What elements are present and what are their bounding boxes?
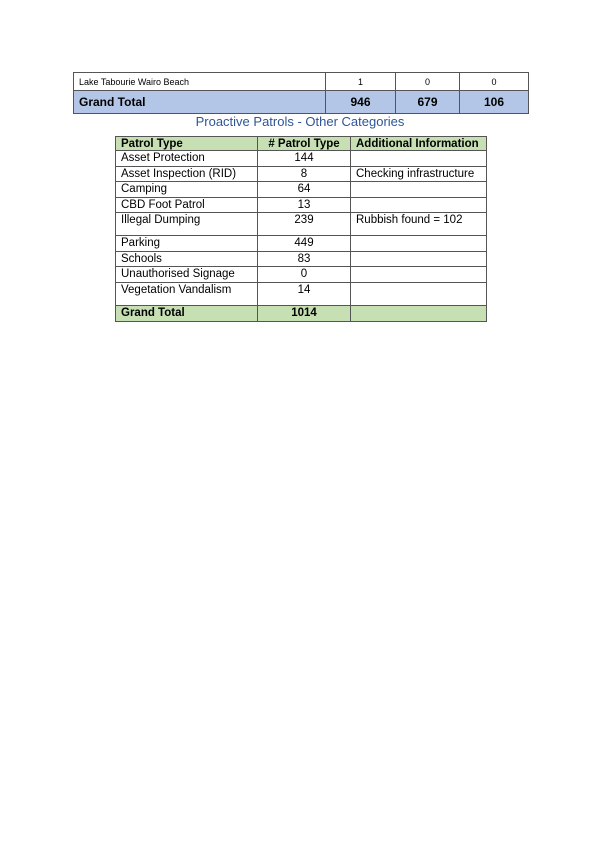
info-cell: Rubbish found = 102 (351, 213, 487, 236)
header-additional-info: Additional Information (351, 137, 487, 151)
count-cell: 8 (258, 166, 351, 182)
patrol-type-cell: Camping (116, 182, 258, 198)
info-cell (351, 197, 487, 213)
info-cell (351, 251, 487, 267)
info-cell (351, 151, 487, 167)
header-patrol-type: Patrol Type (116, 137, 258, 151)
table-row (116, 213, 487, 236)
table-row (116, 151, 487, 167)
info-cell (351, 236, 487, 252)
count-cell: 64 (258, 182, 351, 198)
info-cell (351, 282, 487, 305)
count-cell: 83 (258, 251, 351, 267)
grand-total-label: Grand Total (116, 305, 258, 321)
section-title: Proactive Patrols - Other Categories (195, 114, 405, 129)
count-cell: 144 (258, 151, 351, 167)
patrol-type-cell: Asset Protection (116, 151, 258, 167)
table-row (116, 236, 487, 252)
value-cell: 0 (396, 73, 460, 91)
value-cell: 1 (326, 73, 396, 91)
table-row (116, 166, 487, 182)
patrol-type-cell: Unauthorised Signage (116, 267, 258, 283)
table-row (116, 197, 487, 213)
info-cell (351, 267, 487, 283)
count-cell: 239 (258, 213, 351, 236)
table-row (116, 267, 487, 283)
patrol-type-cell: CBD Foot Patrol (116, 197, 258, 213)
count-cell: 449 (258, 236, 351, 252)
location-cell: Lake Tabourie Wairo Beach (74, 73, 326, 91)
patrol-type-cell: Parking (116, 236, 258, 252)
info-cell: Checking infrastructure (351, 166, 487, 182)
patrol-type-cell: Schools (116, 251, 258, 267)
table-row (116, 251, 487, 267)
header-row (116, 137, 487, 151)
count-cell: 13 (258, 197, 351, 213)
patrol-categories-table (115, 136, 487, 322)
table-row (116, 182, 487, 198)
patrol-type-cell: Asset Inspection (RID) (116, 166, 258, 182)
grand-total-row (74, 91, 529, 114)
value-cell: 0 (460, 73, 529, 91)
grand-total-value: 679 (396, 91, 460, 114)
count-cell: 14 (258, 282, 351, 305)
patrol-type-cell: Illegal Dumping (116, 213, 258, 236)
location-summary-table (73, 72, 529, 114)
grand-total-value: 946 (326, 91, 396, 114)
patrol-type-cell: Vegetation Vandalism (116, 282, 258, 305)
count-cell: 0 (258, 267, 351, 283)
info-cell (351, 182, 487, 198)
table-row (116, 282, 487, 305)
grand-total-info (351, 305, 487, 321)
grand-total-row (116, 305, 487, 321)
grand-total-label: Grand Total (74, 91, 326, 114)
grand-total-value: 106 (460, 91, 529, 114)
header-count: # Patrol Type (258, 137, 351, 151)
table-row (74, 73, 529, 91)
grand-total-count: 1014 (258, 305, 351, 321)
